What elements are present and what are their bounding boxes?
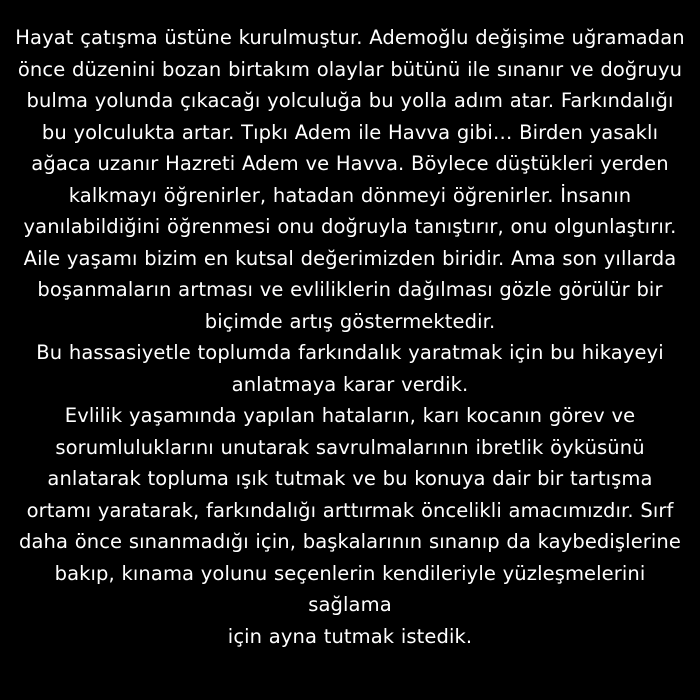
paragraph-4: Evlilik yaşamında yapılan hataların, karı kocanın görev ve sorumluluklarını unutarak savrulmalarının ibretlik öyküsünü anlatarak topluma ışık tutmak ve bu konuya dair bir tartışma ortamı yaratarak, farkındalığı arttırmak öncelikli amacımızdır. Sırf daha önce sınanmadığı için, başkalarının sınanıp da kaybedişlerine bakıp, kınama yolunu seçenlerin kendileriyle yüzleşmelerini sağlama [19, 404, 681, 616]
paragraph-1: Hayat çatışma üstüne kurulmuştur. Ademoğlu değişime uğramadan önce düzenini bozan birtakım olaylar bütünü ile sınanır ve doğruyu bulma yolunda çıkacağı yolculuğa bu yolla adım atar. Farkındalığı bu yolculukta artar. Tıpkı Adem ile Havva gibi… Birden yasaklı ağaca uzanır Hazreti Adem ve Havva. Böylece düştükleri yerden kalkmayı öğrenirler, hatadan dönmeyi öğrenirler. İnsanın yanılabildiğini öğrenmesi onu doğruyla tanıştırır, onu olgunlaştırır. [15, 26, 685, 238]
statement-text [14, 22, 686, 652]
paragraph-2: Aile yaşamı bizim en kutsal değerimizden biridir. Ama son yıllarda boşanmaların artması ve evliliklerin dağılması gözle görülür bir biçimde artış göstermektedir. [23, 246, 677, 333]
paragraph-3: Bu hassasiyetle toplumda farkındalık yaratmak için bu hikayeyi anlatmaya karar verdik. [36, 341, 664, 396]
paragraph-5: için ayna tutmak istedik. [227, 624, 473, 648]
